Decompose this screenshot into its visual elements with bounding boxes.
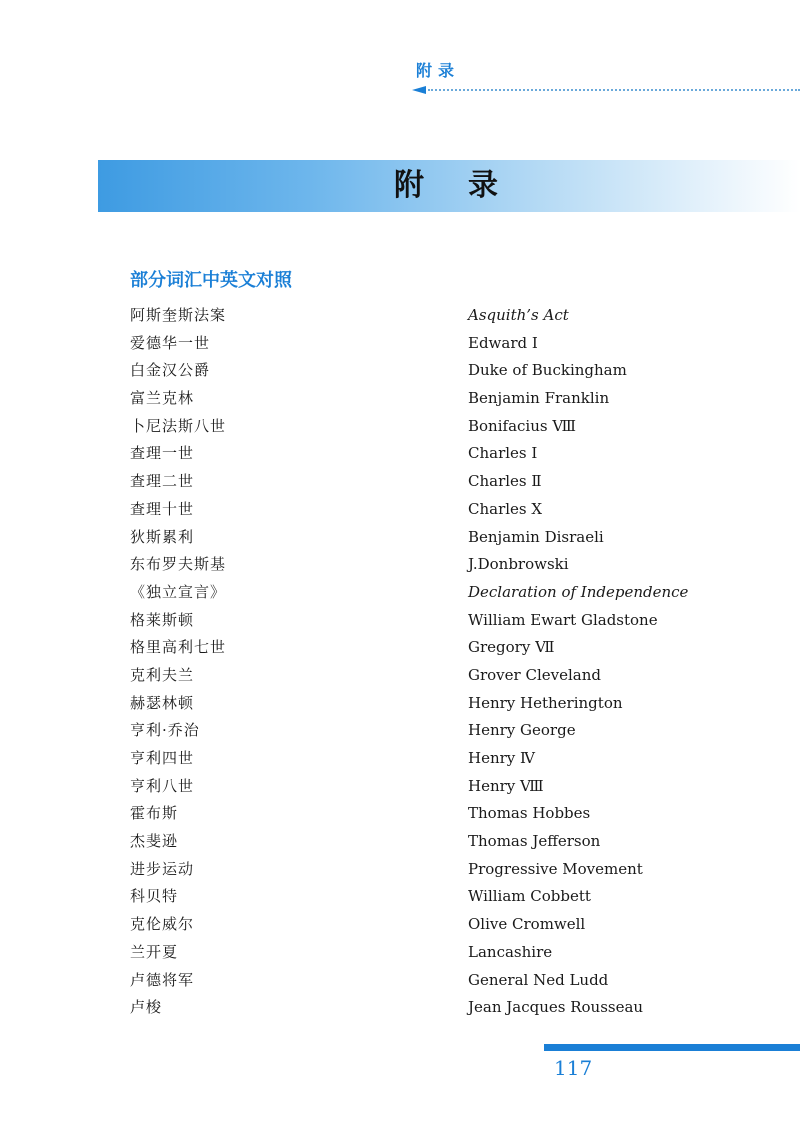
glossary-row — [130, 496, 730, 524]
glossary-row — [130, 524, 730, 552]
term-chinese: 霍布斯 — [130, 804, 179, 823]
term-english: Edward Ⅰ — [468, 333, 538, 352]
term-english: Henry Ⅳ — [468, 749, 536, 767]
term-english: William Ewart Gladstone — [468, 610, 658, 629]
term-chinese: 阿斯奎斯法案 — [130, 306, 227, 324]
term-chinese: 查理二世 — [130, 472, 195, 491]
glossary-row — [130, 302, 730, 330]
term-chinese: 格莱斯顿 — [130, 610, 195, 629]
term-english: Charles Ⅹ — [468, 499, 543, 518]
term-english: Charles Ⅰ — [468, 444, 538, 463]
glossary-row — [130, 551, 730, 579]
term-english: Thomas Hobbes — [468, 804, 591, 823]
term-chinese: 赫瑟林顿 — [130, 693, 195, 712]
term-english: William Cobbett — [468, 887, 591, 906]
arrow-left-icon — [412, 86, 426, 94]
section-title: 部分词汇中英文对照 — [130, 270, 292, 291]
term-english: J.Donbrowski — [468, 555, 569, 574]
glossary-row — [130, 662, 730, 690]
term-english: Benjamin Franklin — [468, 389, 610, 408]
term-chinese: 进步运动 — [130, 859, 195, 878]
glossary-row — [130, 883, 730, 911]
term-english: Henry George — [468, 721, 576, 740]
term-english: Olive Cromwell — [468, 915, 586, 934]
term-chinese: 亨利四世 — [130, 749, 195, 767]
term-english: Declaration of Independence — [468, 582, 689, 601]
term-chinese: 杰斐逊 — [130, 832, 179, 851]
glossary-row — [130, 634, 730, 662]
term-chinese: 克利夫兰 — [130, 665, 195, 684]
chapter-title: 附录 — [394, 168, 542, 203]
term-english: Lancashire — [468, 942, 553, 961]
glossary-row — [130, 357, 730, 385]
term-chinese: 亨利八世 — [130, 776, 195, 795]
term-english: Benjamin Disraeli — [468, 527, 604, 546]
footer-bar — [544, 1044, 800, 1051]
page-number: 117 — [554, 1056, 593, 1080]
glossary-list — [130, 302, 730, 1022]
term-english: Jean Jacques Rousseau — [468, 998, 644, 1017]
glossary-row — [130, 745, 730, 773]
term-chinese: 爱德华一世 — [130, 333, 211, 352]
glossary-row — [130, 939, 730, 967]
term-english: Gregory Ⅶ — [468, 638, 555, 657]
glossary-row — [130, 440, 730, 468]
term-chinese: 白金汉公爵 — [130, 361, 211, 380]
term-english: Henry Hetherington — [468, 693, 623, 712]
term-english: Asquith’s Act — [468, 306, 569, 324]
term-chinese: 查理十世 — [130, 499, 195, 518]
glossary-row — [130, 994, 730, 1022]
term-chinese: 格里高利七世 — [130, 638, 227, 657]
running-header-title: 附录 — [416, 61, 461, 80]
header-rule — [412, 84, 800, 96]
term-english: Charles Ⅱ — [468, 472, 542, 491]
term-chinese: 克伦威尔 — [130, 915, 195, 934]
glossary-row — [130, 468, 730, 496]
glossary-row — [130, 579, 730, 607]
glossary-row — [130, 856, 730, 884]
glossary-row — [130, 828, 730, 856]
term-chinese: 卜尼法斯八世 — [130, 416, 227, 435]
term-english: Progressive Movement — [468, 859, 643, 878]
term-chinese: 富兰克林 — [130, 389, 195, 408]
glossary-row — [130, 800, 730, 828]
term-english: Bonifacius Ⅷ — [468, 416, 576, 435]
term-chinese: 狄斯累利 — [130, 527, 195, 546]
glossary-row — [130, 607, 730, 635]
term-chinese: 东布罗夫斯基 — [130, 555, 227, 574]
term-chinese: 查理一世 — [130, 444, 195, 463]
chapter-banner — [98, 160, 800, 212]
term-chinese: 科贝特 — [130, 887, 179, 906]
term-english: Duke of Buckingham — [468, 361, 627, 380]
term-chinese: 卢梭 — [130, 998, 163, 1017]
term-english: Thomas Jefferson — [468, 832, 601, 851]
dotted-divider — [428, 89, 800, 91]
glossary-row — [130, 385, 730, 413]
term-english: Henry Ⅷ — [468, 776, 544, 795]
glossary-row — [130, 967, 730, 995]
term-chinese: 亨利·乔治 — [130, 721, 200, 740]
glossary-row — [130, 911, 730, 939]
term-chinese: 《独立宣言》 — [130, 582, 227, 601]
glossary-row — [130, 690, 730, 718]
glossary-row — [130, 413, 730, 441]
term-english: General Ned Ludd — [468, 970, 609, 989]
glossary-row — [130, 330, 730, 358]
term-english: Grover Cleveland — [468, 665, 601, 684]
glossary-row — [130, 773, 730, 801]
term-chinese: 兰开夏 — [130, 942, 179, 961]
glossary-row — [130, 717, 730, 745]
term-chinese: 卢德将军 — [130, 970, 195, 989]
